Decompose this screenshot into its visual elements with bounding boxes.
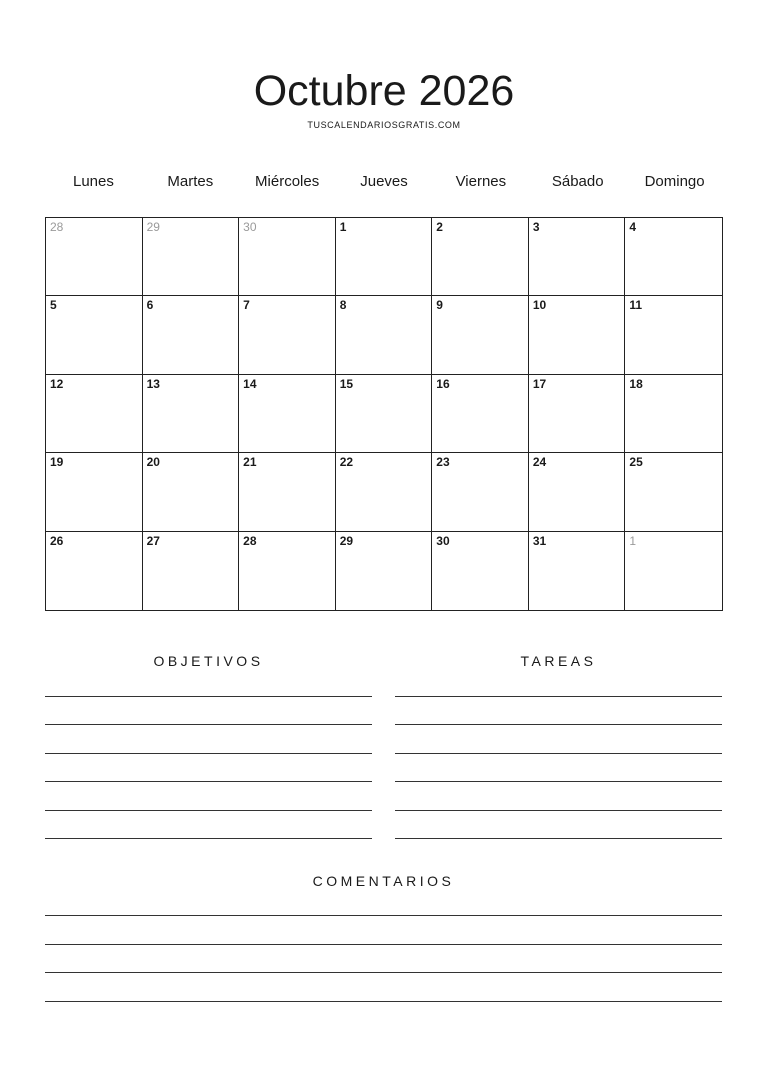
weekday-label: Miércoles: [255, 173, 320, 190]
day-number: 19: [50, 455, 64, 470]
day-number: 3: [532, 220, 540, 234]
comentarios-writing-line[interactable]: [45, 972, 722, 973]
calendar-day-cell[interactable]: [239, 296, 336, 374]
calendar-day-cell[interactable]: [143, 453, 240, 531]
day-number: 8: [339, 298, 347, 313]
day-number: 14: [243, 376, 257, 391]
comentarios-heading: COMENTARIOS: [312, 873, 455, 889]
calendar-day-cell[interactable]: [336, 532, 433, 610]
tareas-writing-line[interactable]: [395, 781, 722, 782]
comentarios-writing-line[interactable]: [45, 915, 722, 916]
day-number: 4: [629, 220, 637, 234]
calendar-day-cell[interactable]: [625, 218, 722, 296]
tareas-writing-line[interactable]: [395, 696, 722, 697]
calendar-day-cell[interactable]: [529, 532, 626, 610]
day-number: 1: [339, 220, 347, 234]
weekday-label: Domingo: [644, 173, 705, 190]
day-number: 22: [339, 455, 354, 470]
day-number: 6: [146, 298, 154, 313]
day-number: 17: [532, 376, 547, 391]
day-number: 12: [50, 376, 64, 391]
calendar-day-cell[interactable]: [46, 296, 143, 374]
calendar-day-cell-outside-month[interactable]: [143, 218, 240, 296]
day-number: 15: [339, 376, 354, 391]
calendar-day-cell[interactable]: [239, 453, 336, 531]
comentarios-writing-line[interactable]: [45, 944, 722, 945]
day-number: 16: [436, 376, 450, 391]
weekday-label: Lunes: [72, 173, 114, 190]
day-number: 2: [436, 220, 443, 234]
calendar-day-cell[interactable]: [529, 218, 626, 296]
weekday-header-row: [45, 172, 723, 192]
calendar-grid: [45, 217, 723, 611]
calendar-day-cell[interactable]: [625, 296, 722, 374]
objetivos-writing-line[interactable]: [45, 696, 372, 697]
day-number: 29: [339, 533, 354, 548]
calendar-day-cell[interactable]: [625, 375, 722, 453]
weekday-label: Viernes: [455, 173, 507, 190]
calendar-day-cell-outside-month[interactable]: [239, 218, 336, 296]
calendar-day-cell[interactable]: [625, 453, 722, 531]
day-number: 28: [243, 533, 257, 548]
objetivos-writing-line[interactable]: [45, 838, 372, 839]
day-number: 5: [50, 298, 57, 313]
day-number: 7: [243, 298, 250, 313]
day-number: 29: [146, 220, 160, 234]
tareas-writing-line[interactable]: [395, 810, 722, 811]
calendar-day-cell[interactable]: [336, 296, 433, 374]
calendar-day-cell[interactable]: [239, 375, 336, 453]
calendar-day-cell[interactable]: [239, 532, 336, 610]
calendar-day-cell[interactable]: [432, 453, 529, 531]
day-number: 21: [243, 455, 257, 470]
day-number: 9: [436, 298, 443, 313]
calendar-day-cell[interactable]: [529, 453, 626, 531]
day-number: 27: [146, 533, 160, 548]
day-number: 20: [146, 455, 160, 470]
tareas-writing-line[interactable]: [395, 838, 722, 839]
day-number: 31: [532, 533, 547, 548]
calendar-day-cell[interactable]: [46, 375, 143, 453]
calendar-day-cell[interactable]: [336, 375, 433, 453]
calendar-day-cell[interactable]: [143, 296, 240, 374]
day-number: 13: [146, 376, 160, 391]
site-credit: TUSCALENDARIOSGRATIS.COM: [307, 120, 461, 130]
day-number: 30: [243, 220, 257, 234]
calendar-day-cell-outside-month[interactable]: [625, 532, 722, 610]
day-number: 23: [436, 455, 450, 470]
weekday-label: Sábado: [551, 173, 604, 190]
comentarios-writing-line[interactable]: [45, 1001, 722, 1002]
day-number: 30: [436, 533, 450, 548]
calendar-day-cell[interactable]: [143, 532, 240, 610]
day-number: 24: [532, 455, 547, 470]
objetivos-writing-line[interactable]: [45, 781, 372, 782]
day-number: 28: [50, 220, 64, 234]
tareas-heading: TAREAS: [520, 653, 597, 669]
calendar-day-cell[interactable]: [432, 532, 529, 610]
objetivos-writing-line[interactable]: [45, 724, 372, 725]
calendar-day-cell[interactable]: [432, 375, 529, 453]
objetivos-writing-line[interactable]: [45, 753, 372, 754]
day-number: 26: [50, 533, 64, 548]
calendar-day-cell[interactable]: [336, 218, 433, 296]
objetivos-writing-line[interactable]: [45, 810, 372, 811]
objetivos-heading: OBJETIVOS: [153, 653, 264, 669]
day-number: 1: [629, 533, 637, 548]
calendar-day-cell[interactable]: [529, 296, 626, 374]
calendar-day-cell[interactable]: [529, 375, 626, 453]
calendar-day-cell[interactable]: [432, 296, 529, 374]
day-number: 11: [629, 298, 643, 313]
calendar-day-cell[interactable]: [143, 375, 240, 453]
weekday-label: Martes: [167, 173, 214, 190]
calendar-day-cell[interactable]: [46, 532, 143, 610]
weekday-label: Jueves: [360, 173, 408, 190]
calendar-day-cell-outside-month[interactable]: [46, 218, 143, 296]
page-title: Octubre 2026: [253, 67, 515, 115]
tareas-writing-line[interactable]: [395, 753, 722, 754]
day-number: 10: [532, 298, 547, 313]
day-number: 25: [629, 455, 643, 470]
calendar-day-cell[interactable]: [432, 218, 529, 296]
calendar-day-cell[interactable]: [46, 453, 143, 531]
day-number: 18: [629, 376, 643, 391]
tareas-writing-line[interactable]: [395, 724, 722, 725]
calendar-day-cell[interactable]: [336, 453, 433, 531]
